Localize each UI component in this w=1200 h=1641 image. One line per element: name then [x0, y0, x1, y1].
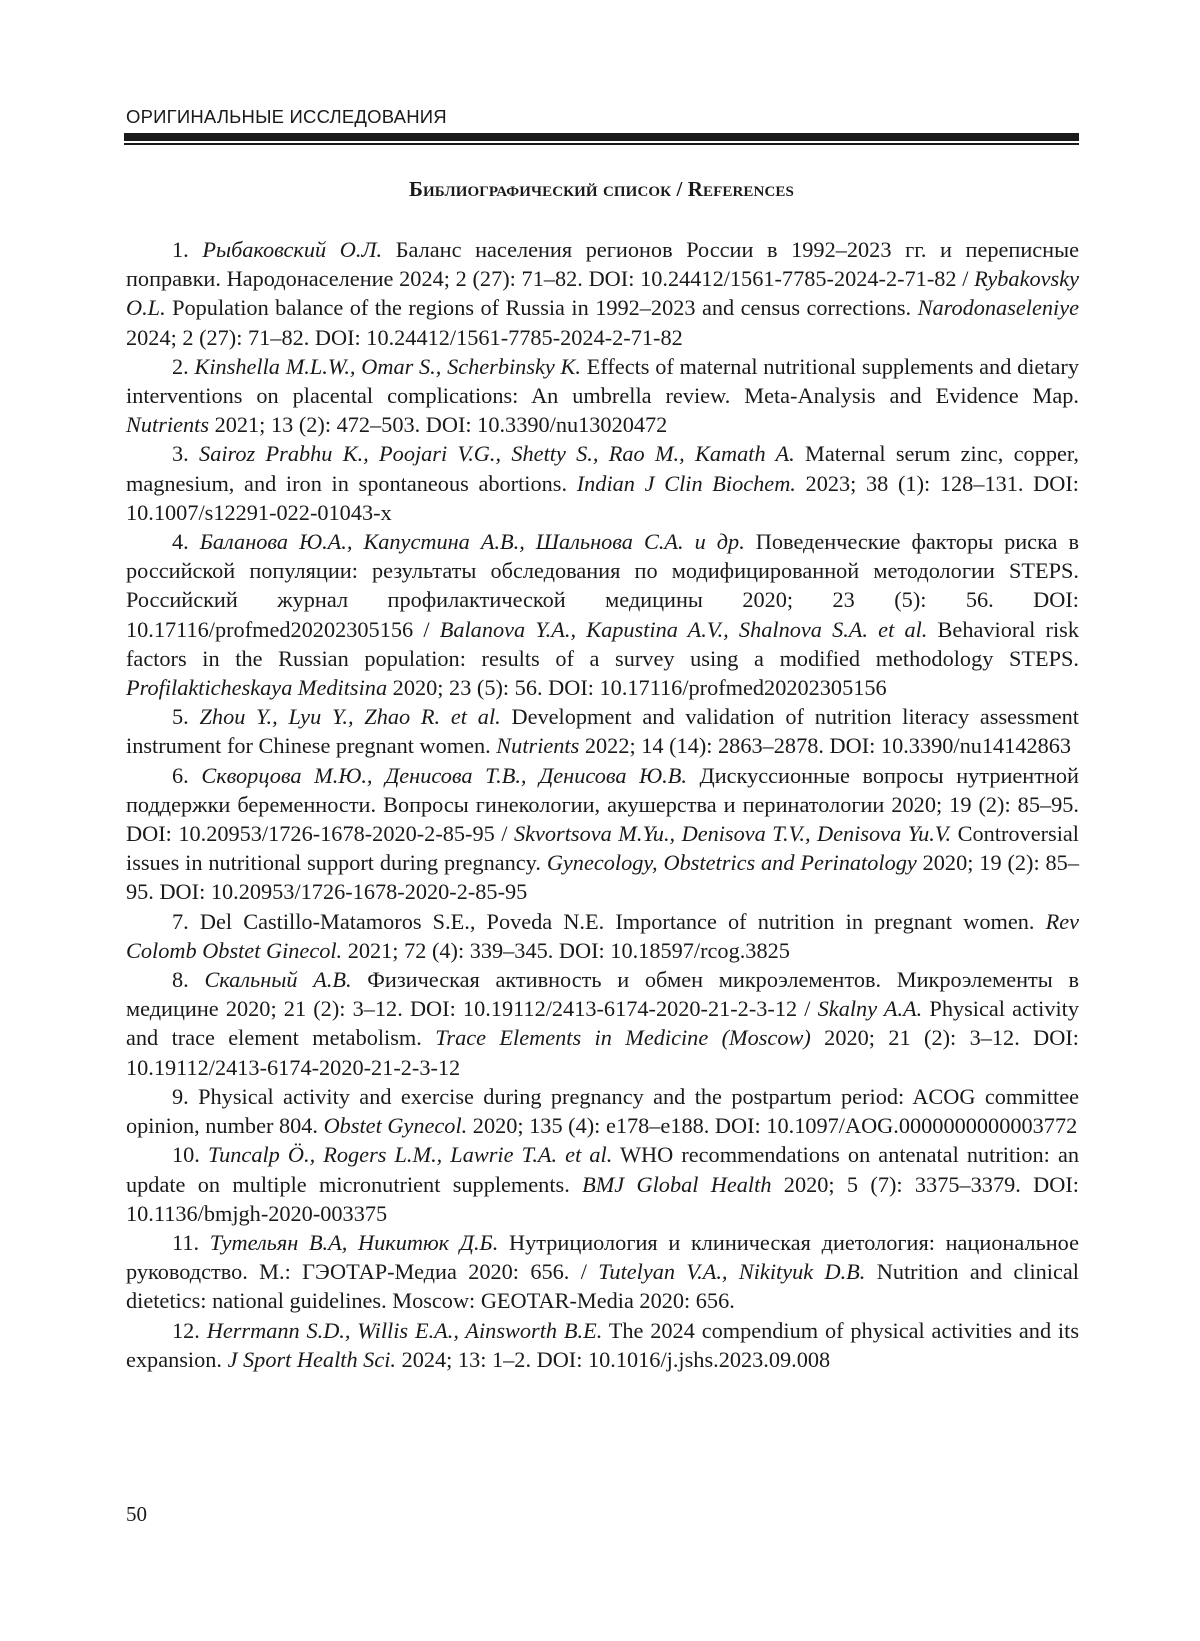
reference-text: Физическая активность и обмен микроэлементов. Микроэлементы в медицине 2020; 21 (2): 3–12. DOI: 10.19112/2413-6174-2020-21-2-3-12 /	[126, 967, 1079, 1022]
reference-journal: Profilakticheskaya Meditsina	[126, 675, 388, 701]
reference-journal: Obstet Gynecol.	[323, 1113, 468, 1139]
reference-number: 8.	[172, 967, 189, 993]
reference-text: Development and validation of nutrition literacy assessment instrument for Chinese pregnant women.	[126, 704, 1079, 759]
reference-authors-translit: Tutelyan V.A., Nikityuk D.B.	[598, 1259, 866, 1285]
reference-authors: Sairoz Prabhu K., Poojari V.G., Shetty S., Rao M., Kamath A.	[199, 441, 795, 467]
reference-authors-translit: Skalny A.A.	[817, 996, 923, 1022]
section-title: Библиографический список / References	[409, 177, 794, 201]
reference-text: 2020; 5 (7): 3375–3379. DOI: 10.1136/bmjgh-2020-003375	[126, 1171, 1079, 1226]
reference-text: Maternal serum zinc, copper, magnesium, and iron in spontaneous abortions.	[126, 441, 1079, 496]
reference-authors: Zhou Y., Lyu Y., Zhao R. et al.	[199, 704, 501, 730]
reference-number: 2.	[172, 353, 189, 379]
reference-text: Дискуссионные вопросы нутриентной поддержки беременности. Вопросы гинекологии, акушерства и перинатологии 2020; 19 (2): 85–95. DOI: 10.20953/1726-1678-2020-2-85-95 /	[126, 762, 1079, 847]
header-rule-thick	[124, 133, 1079, 141]
reference-list	[126, 235, 1079, 1374]
reference-journal: Narodonaseleniye	[917, 295, 1079, 321]
reference-text: Del Castillo-Matamoros S.E., Poveda N.E. Importance of nutrition in pregnant women.	[199, 908, 1046, 934]
reference-item-2	[126, 352, 1079, 440]
reference-authors: Рыбаковский О.Л.	[202, 237, 383, 262]
reference-text: 2020; 19 (2): 85–95. DOI: 10.20953/1726-1678-2020-2-85-95	[126, 850, 1079, 905]
reference-authors: Баланова Ю.А., Капустина А.В., Шальнова С.А. и др.	[199, 529, 745, 555]
reference-text: 2021; 72 (4): 339–345. DOI: 10.18597/rcog.3825	[342, 937, 790, 963]
reference-number: 1.	[172, 237, 189, 262]
reference-item-4	[126, 527, 1079, 702]
reference-text: Physical activity and trace element metabolism.	[126, 996, 1080, 1051]
reference-text: Нутрициология и клиническая диетология: национальное руководство. М.: ГЭОТАР-Медиа 2020: 656. /	[126, 1229, 1079, 1285]
reference-text: WHO recommendations on antenatal nutrition: an update on multiple micronutrient supplements.	[126, 1142, 1079, 1197]
reference-text: 2024; 13: 1–2. DOI: 10.1016/j.jshs.2023.09.008	[396, 1346, 831, 1372]
reference-text: Physical activity and exercise during pregnancy and the postpartum period: ACOG committee opinion, number 804.	[126, 1083, 1079, 1139]
reference-number: 11.	[172, 1229, 200, 1255]
reference-item-1	[126, 235, 1079, 352]
page-number: 50	[126, 1502, 147, 1526]
reference-journal: Gynecology, Obstetrics and Perinatology	[546, 850, 917, 876]
reference-authors: Herrmann S.D., Willis E.A., Ainsworth B.E.	[206, 1317, 603, 1343]
reference-text: 2022; 14 (14): 2863–2878. DOI: 10.3390/nu14142863	[579, 733, 1072, 759]
reference-journal: Rev Colomb Obstet Ginecol.	[126, 908, 1079, 963]
reference-number: 12.	[172, 1317, 200, 1343]
reference-item-5	[126, 702, 1079, 760]
reference-number: 7.	[172, 908, 189, 934]
reference-number: 9.	[172, 1083, 189, 1109]
reference-text: 2020; 21 (2): 3–12. DOI: 10.19112/2413-6174-2020-21-2-3-12	[126, 1025, 1079, 1080]
reference-number: 3.	[172, 441, 189, 467]
reference-number: 4.	[172, 529, 189, 555]
running-header: ОРИГИНАЛЬНЫЕ ИССЛЕДОВАНИЯ	[126, 106, 447, 127]
reference-text: Behavioral risk factors in the Russian population: results of a survey using a modified methodology STEPS.	[126, 616, 1079, 671]
reference-authors: Tuncalp Ö., Rogers L.M., Lawrie T.A. et al.	[207, 1142, 613, 1168]
reference-item-8	[126, 965, 1079, 1082]
reference-text: The 2024 compendium of physical activities and its expansion.	[126, 1317, 1080, 1372]
reference-text: Controversial issues in nutritional support during pregnancy.	[126, 821, 1079, 876]
reference-journal: Nutrients	[496, 733, 580, 759]
reference-authors-translit: Rybakovsky O.L.	[126, 266, 1079, 321]
reference-authors: Скворцова М.Ю., Денисова Т.В., Денисова Ю.В.	[201, 762, 687, 788]
reference-text: Поведенческие факторы риска в российской популяции: результаты обследования по модифицированной методологии STEPS. Российский журнал профилактической медицины 2020; 23 (5): 56. DOI: 10.17116/profmed20202305156 /	[126, 529, 1079, 642]
reference-text: 2023; 38 (1): 128–131. DOI: 10.1007/s12291-022-01043-x	[126, 470, 1080, 525]
reference-journal: Nutrients	[126, 412, 210, 438]
reference-text: Баланс населения регионов России в 1992–2023 гг. и переписные поправки. Народонаселение 2024; 2 (27): 71–82. DOI: 10.24412/1561-7785-2024-2-71-82 /	[126, 237, 1079, 292]
reference-authors: Kinshella M.L.W., Omar S., Scherbinsky K.	[194, 353, 581, 379]
reference-item-10	[126, 1140, 1079, 1228]
reference-text: Population balance of the regions of Russia in 1992–2023 and census corrections.	[165, 295, 918, 321]
reference-authors-translit: Balanova Y.A., Kapustina A.V., Shalnova S.A. et al.	[439, 616, 928, 642]
reference-journal: BMJ Global Health	[582, 1171, 772, 1197]
reference-journal: Indian J Clin Biochem.	[576, 470, 796, 496]
reference-number: 10.	[172, 1142, 200, 1168]
reference-text: 2020; 135 (4): e178–e188. DOI: 10.1097/AOG.0000000000003772	[467, 1113, 1078, 1139]
reference-text: 2024; 2 (27): 71–82. DOI: 10.24412/1561-7785-2024-2-71-82	[126, 324, 683, 350]
reference-item-3	[126, 439, 1079, 527]
reference-item-6	[126, 761, 1079, 907]
reference-item-12	[126, 1316, 1079, 1374]
reference-authors-translit: Skvortsova M.Yu., Denisova T.V., Denisova Yu.V.	[513, 821, 952, 847]
reference-item-9	[126, 1082, 1079, 1140]
reference-item-11	[126, 1228, 1079, 1316]
reference-authors: Тутельян В.А, Никитюк Д.Б.	[209, 1229, 499, 1255]
reference-text: Effects of maternal nutritional supplements and dietary interventions on placental complications: An umbrella review. Meta-Analysis and Evidence Map.	[126, 353, 1079, 409]
reference-number: 5.	[172, 704, 189, 730]
reference-text: 2021; 13 (2): 472–503. DOI: 10.3390/nu13020472	[209, 412, 668, 438]
reference-journal: J Sport Health Sci.	[227, 1346, 396, 1372]
reference-text: 2020; 23 (5): 56. DOI: 10.17116/profmed20202305156	[387, 675, 887, 701]
reference-text: Nutrition and clinical dietetics: national guidelines. Moscow: GEOTAR-Media 2020: 656.	[126, 1259, 1079, 1314]
reference-journal: Trace Elements in Medicine (Moscow)	[435, 1025, 811, 1051]
reference-item-7	[126, 907, 1079, 965]
header-rule-thin	[124, 143, 1079, 145]
reference-authors: Скальный А.В.	[204, 967, 352, 993]
reference-number: 6.	[172, 762, 189, 788]
